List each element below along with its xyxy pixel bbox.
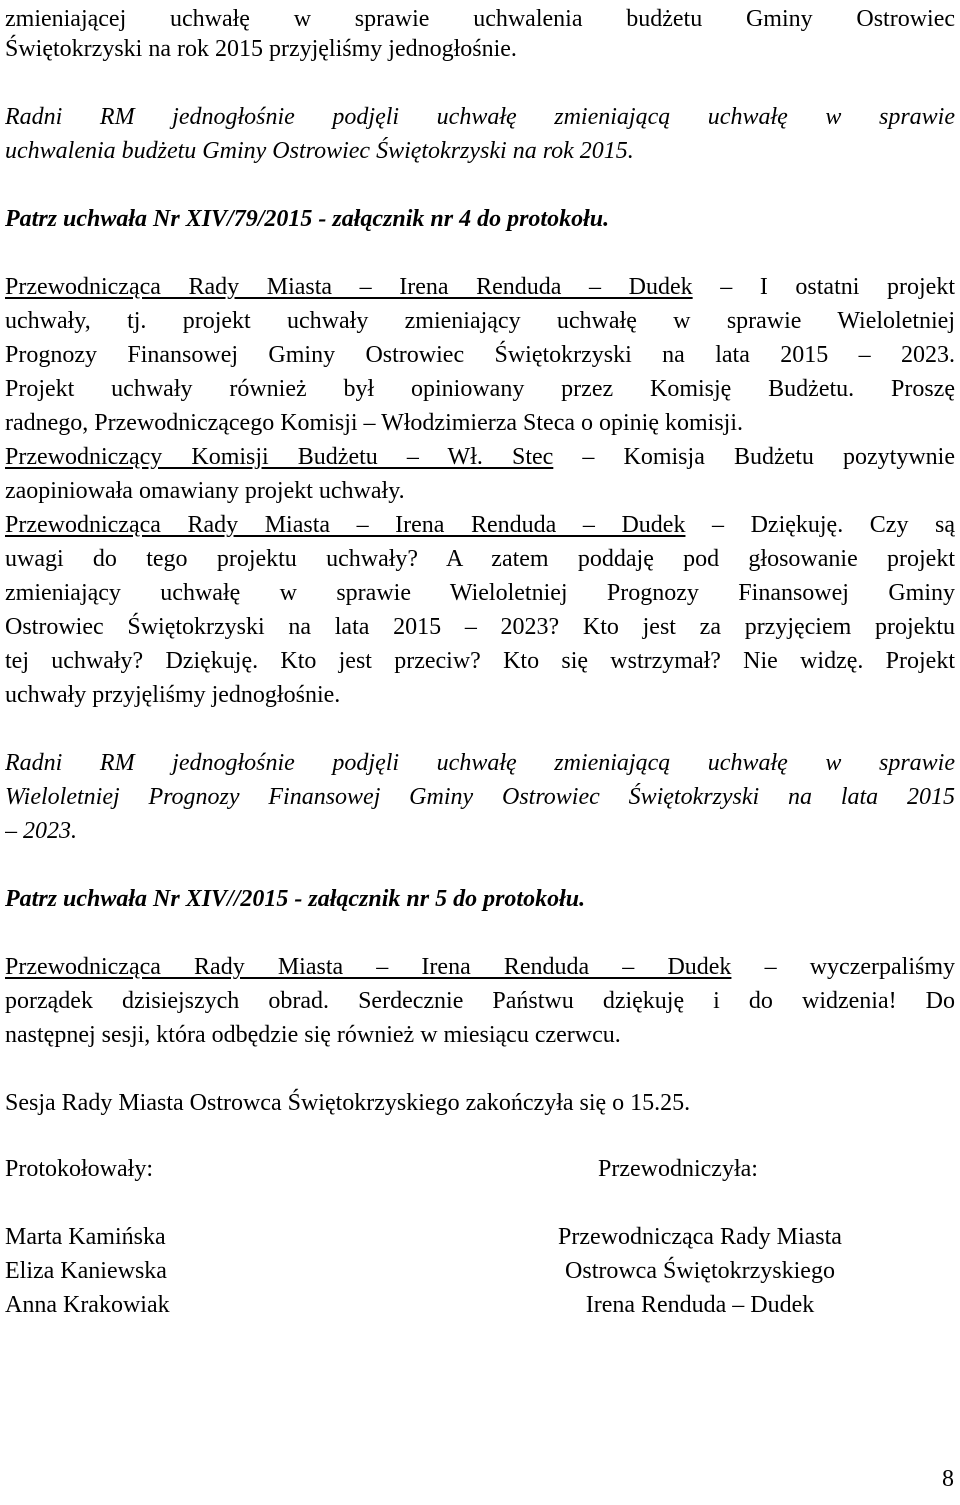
paragraph-line <box>5 474 955 508</box>
paragraph-line <box>5 644 955 678</box>
text-segment: Ostrowiec Świętokrzyski na lata 2015 – 2023? Kto jest za przyjęciem projektu <box>5 614 955 640</box>
text-segment: – Dziękuję. Czy są <box>685 512 955 538</box>
paragraph-line <box>5 984 955 1018</box>
paragraph-line <box>5 576 955 610</box>
text-segment: Prognozy Finansowej Gminy Ostrowiec Świętokrzyski na lata 2015 – 2023. <box>5 342 955 368</box>
recorder-name: Anna Krakowiak <box>5 1292 170 1318</box>
paragraph-line <box>5 338 955 372</box>
speaker-name: Przewodnicząca Rady Miasta – Irena Renduda – Dudek <box>5 512 686 538</box>
paragraph-line <box>5 746 955 780</box>
paragraph-line <box>5 440 955 474</box>
paragraph-line <box>5 372 955 406</box>
text-segment: radnego, Przewodniczącego Komisji – Włodzimierza Steca o opinię komisji. <box>5 410 744 436</box>
text-segment: Patrz uchwała Nr XIV//2015 - załącznik nr 5 do protokołu. <box>5 886 586 912</box>
chair-name: Irena Renduda – Dudek <box>585 1292 815 1318</box>
chair-title: Przewodnicząca Rady Miasta <box>558 1224 842 1250</box>
text-segment: Wieloletniej Prognozy Finansowej Gminy Ostrowiec Świętokrzyski na lata 2015 <box>5 784 955 810</box>
paragraph-line <box>5 304 955 338</box>
paragraph-line <box>5 2 955 36</box>
chair-heading: Przewodniczyła: <box>598 1156 758 1182</box>
speaker-name: Przewodnicząca Rady Miasta – Irena Renduda – Dudek <box>5 274 693 300</box>
paragraph-line <box>5 1018 955 1052</box>
chair-city: Ostrowca Świętokrzyskiego <box>565 1258 835 1284</box>
text-segment: Projekt uchwały również był opiniowany przez Komisję Budżetu. Proszę <box>5 376 955 402</box>
paragraph-line <box>5 32 955 66</box>
text-segment: Radni RM jednogłośnie podjęli uchwałę zmieniającą uchwałę w sprawie <box>5 104 955 130</box>
text-segment: – I ostatni projekt <box>692 274 955 300</box>
paragraph-line <box>5 814 955 848</box>
text-segment: uchwały przyjęliśmy jednogłośnie. <box>5 682 341 708</box>
speaker-name: Przewodnicząca Rady Miasta – Irena Renduda – Dudek <box>5 954 732 980</box>
text-segment: zmieniającej uchwałę w sprawie uchwalenia budżetu Gminy Ostrowiec <box>5 6 955 32</box>
text-segment: zaopiniowała omawiany projekt uchwały. <box>5 478 405 504</box>
text-segment: Świętokrzyski na rok 2015 przyjęliśmy jednogłośnie. <box>5 36 517 62</box>
text-segment: Patrz uchwała Nr XIV/79/2015 - załącznik nr 4 do protokołu. <box>5 206 610 232</box>
text-segment: Sesja Rady Miasta Ostrowca Świętokrzyskiego zakończyła się o 15.25. <box>5 1090 691 1116</box>
text-segment: zmieniający uchwałę w sprawie Wieloletniej Prognozy Finansowej Gminy <box>5 580 955 606</box>
paragraph-line <box>5 202 955 236</box>
paragraph-line <box>5 1086 955 1120</box>
text-segment: tej uchwały? Dziękuję. Kto jest przeciw? Kto się wstrzymał? Nie widzę. Projekt <box>5 648 955 674</box>
text-segment: porządek dzisiejszych obrad. Serdecznie Państwu dziękuję i do widzenia! Do <box>5 988 955 1014</box>
recorders-heading: Protokołowały: <box>5 1156 153 1182</box>
speaker-name: Przewodniczący Komisji Budżetu – Wł. Stec <box>5 444 554 470</box>
paragraph-line <box>5 508 955 542</box>
page-number: 8 <box>942 1466 954 1492</box>
paragraph-line <box>5 882 955 916</box>
recorder-name: Marta Kamińska <box>5 1224 166 1250</box>
text-segment: Radni RM jednogłośnie podjęli uchwałę zmieniającą uchwałę w sprawie <box>5 750 955 776</box>
signature-right <box>520 1220 880 1322</box>
text-segment: – wyczerpaliśmy <box>731 954 955 980</box>
paragraph-line <box>5 134 955 168</box>
text-segment: następnej sesji, która odbędzie się również w miesiącu czerwcu. <box>5 1022 621 1048</box>
paragraph-line <box>5 678 955 712</box>
paragraph-line <box>5 950 955 984</box>
paragraph-line <box>5 270 955 304</box>
signature-left <box>5 1152 170 1322</box>
text-segment: – Komisja Budżetu pozytywnie <box>553 444 955 470</box>
text-segment: uchwalenia budżetu Gminy Ostrowiec Świętokrzyski na rok 2015. <box>5 138 634 164</box>
signature-right-heading-block <box>598 1152 758 1186</box>
text-segment: – 2023. <box>5 818 77 844</box>
paragraph-line <box>5 542 955 576</box>
text-segment: uwagi do tego projektu uchwały? A zatem poddaję pod głosowanie projekt <box>5 546 955 572</box>
paragraph-line <box>5 780 955 814</box>
paragraph-line <box>5 100 955 134</box>
text-segment: uchwały, tj. projekt uchwały zmieniający uchwałę w sprawie Wieloletniej <box>5 308 955 334</box>
paragraph-line <box>5 610 955 644</box>
paragraph-line <box>5 406 955 440</box>
recorder-name: Eliza Kaniewska <box>5 1258 167 1284</box>
